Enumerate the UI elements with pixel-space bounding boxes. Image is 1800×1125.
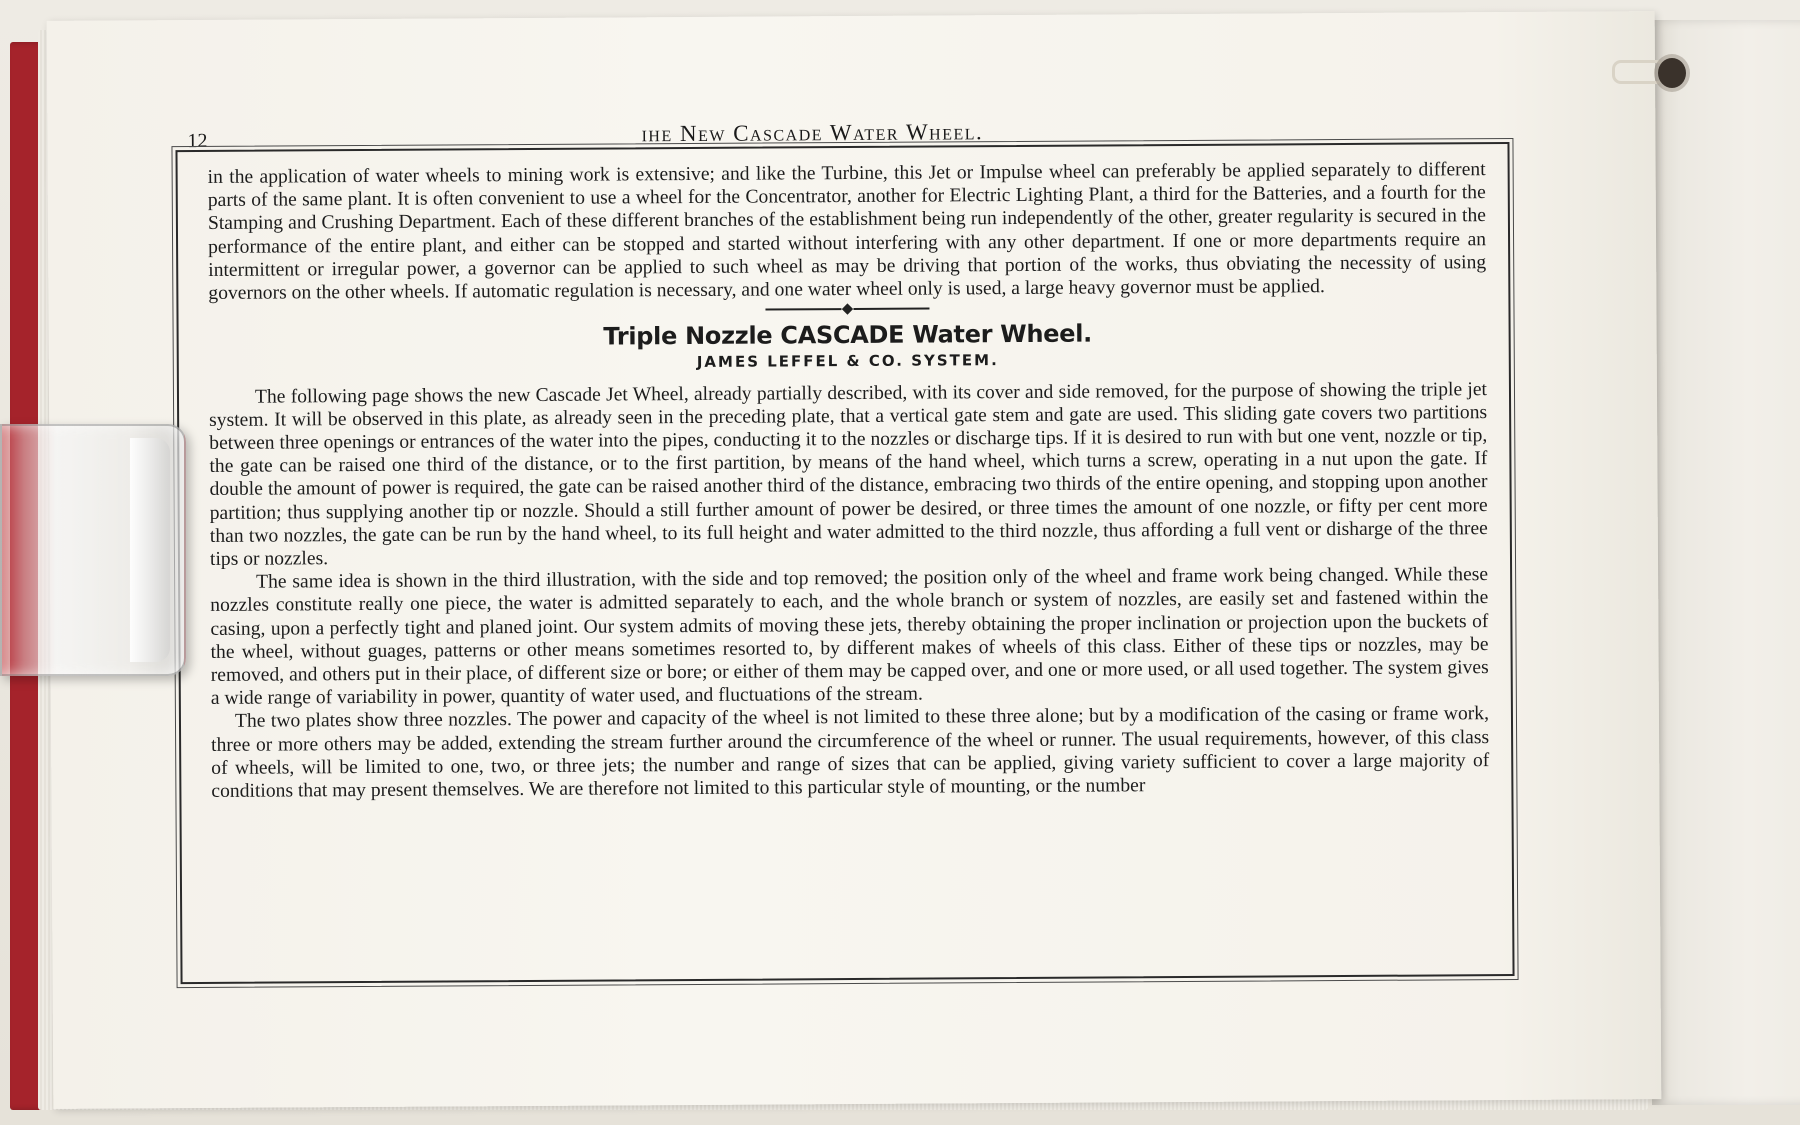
- book-page: [47, 11, 1662, 1109]
- text-body: [208, 158, 1490, 803]
- paragraph-2: The same idea is shown in the third illustration, with the side and top removed; the position only of the wheel and frame work being changed. While these nozzles constitute really one piece, the water is admitted separately to each, and the whole branch or system of nozzles, are easily set and fastened within the casing, upon a perfectly tight and planed joint. Our system admits of moving these jets, thereby obtaining the proper inclination or projection upon the buckets of the wheel, without guages, patterns or other means sometimes resorted to, by different makes of wheels of this class. Either of these tips or nozzles, may be removed, and others put in their place, of different size or bore; or either of them may be capped over, and one or more used, or all used together. The system gives a wide range of variability in power, quantity of water used, and fluctuations of the stream.: [210, 564, 1489, 710]
- page-number: 12: [187, 129, 208, 153]
- running-title: ıhe New Cascade Water Wheel.: [641, 119, 984, 147]
- section-subtitle: JAMES LEFFEL & CO. SYSTEM.: [696, 351, 999, 372]
- intro-paragraph: in the application of water wheels to mining work is extensive; and like the Turbine, this Jet or Impulse wheel can preferably be applied separately to different parts of the same plant. It is often convenient to use a wheel for the Concentrator, another for Electric Lighting Plant, a third for the Batteries, and a fourth for the Stamping and Crushing Department. Each of these different branches of the establishment being run independently of the other, greater regularity is secured in the performance of the entire plant, and either can be stopped and started without interfering with any other department. If one or more departments require an intermittent or irregular power, a governor can be applied to such wheel as may be driving that portion of the works, thus obviating the necessity of using governors on the other wheels. If automatic regulation is necessary, and one water wheel only is used, a large heavy governor must be applied.: [207, 159, 1487, 304]
- facing-page: [1652, 20, 1800, 1105]
- paragraph-1: The following page shows the new Cascade Jet Wheel, already partially described, with its cover and side removed, for the purpose of showing the triple jet system. It will be observed in this plate, as already seen in the preceding plate, that a vertical gate stem and gate are used. This sliding gate covers two partitions between three openings or entrances of the water into the pipes, conducting it to the nozzles or discharge tips. If it is desired to run with but one vent, nozzle or tip, the gate can be raised one third of the distance, or to the first partition, by means of the hand wheel, which turns a screw, operating in a nut upon the gate. If double the amount of power is required, the gate can be raised another third of the distance, embracing two thirds of the entire opening, and stopping upon another partition; thus supplying another tip or nozzle. Should a still further amount of power be desired, or three times the amount of one nozzle, or fifty per cent more than two nozzles, the gate can be run by the hand wheel, to its full height and water admitted to the third nozzle, thus affording a full vent or disharge of the three tips or nozzles.: [209, 378, 1488, 570]
- binding-hole: [1658, 58, 1686, 88]
- glass-paperweight: [0, 424, 186, 676]
- text-frame: [175, 142, 1514, 984]
- paragraph-3: The two plates show three nozzles. The power and capacity of the wheel is not limited to these three alone; but by a modification of the casing or frame work, three or more others may be added, extending the stream further around the circumference of the wheel or runner. The usual requirements, however, of this class of wheels, will be limited to one, two, or three jets; the number and range of sizes that can be applied, giving variety sufficient to cover a large majority of conditions that may present themselves. We are therefore not limited to this particular style of mounting, or the number: [211, 703, 1490, 803]
- section-title: Triple Nozzle CASCADE Water Wheel.: [603, 319, 1092, 351]
